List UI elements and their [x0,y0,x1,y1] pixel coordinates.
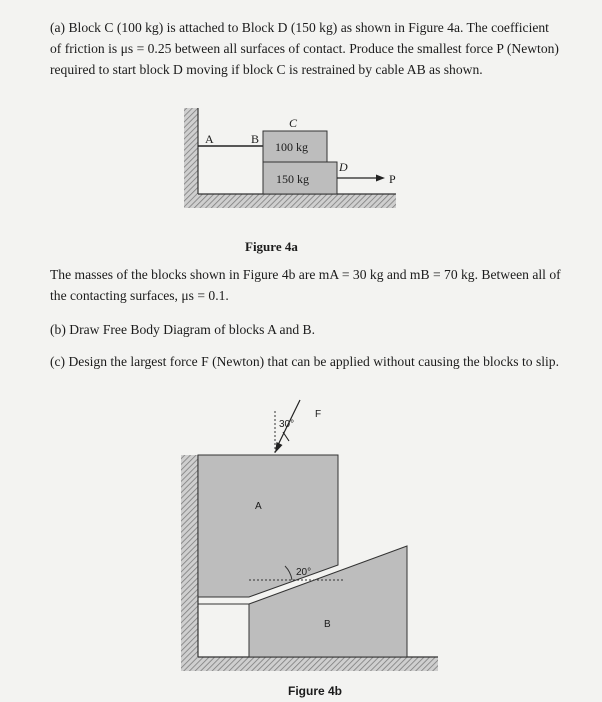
angle-30-label: 30° [279,419,295,430]
label-b-4b: B [324,619,331,630]
block-d-mass: 150 kg [276,172,309,186]
label-a-4b: A [255,501,262,512]
block-a [198,455,338,597]
figure-4b-caption: Figure 4b [288,684,343,698]
ground-4a [184,194,396,208]
force-p-arrowhead [376,175,385,182]
wall-4a [184,108,198,207]
block-c-mass: 100 kg [275,140,308,154]
figure-4a-caption: Figure 4a [245,239,298,254]
label-b-4a: B [251,132,260,146]
problem-c-text: (c) Design the largest force F (Newton) that can be applied without causing the blocks to slip. [50,354,560,369]
wall-4b [181,455,198,670]
angle-20-label: 20° [296,567,312,578]
label-f-4b: F [315,409,322,420]
label-c-4a: C [289,116,298,130]
label-d-4a: D [339,160,348,174]
label-p-4a: P [389,172,396,186]
figure-4b [181,400,438,671]
problem-a-line-3: required to start block D moving if block C is restrained by cable AB as shown. [50,62,483,77]
problem-b-text: (b) Draw Free Body Diagram of blocks A and B. [50,322,316,337]
masses-line-1: The masses of the blocks shown in Figure 4b are mA = 30 kg and mB = 70 kg. Between all of [50,267,561,282]
masses-text [50,264,570,306]
label-a-4a: A [205,132,214,146]
figure-4a [184,108,396,208]
problem-a-line-1: (a) Block C (100 kg) is attached to Block D (150 kg) as shown in Figure 4a. The coefficient [50,20,549,35]
masses-line-2: the contacting surfaces, μs = 0.1. [50,288,229,303]
ground-4b [181,657,438,671]
problem-a-line-2: of friction is μs = 0.25 between all surfaces of contact. Produce the smallest force P (Newton) [50,41,559,56]
force-f-arrowhead [275,442,283,453]
